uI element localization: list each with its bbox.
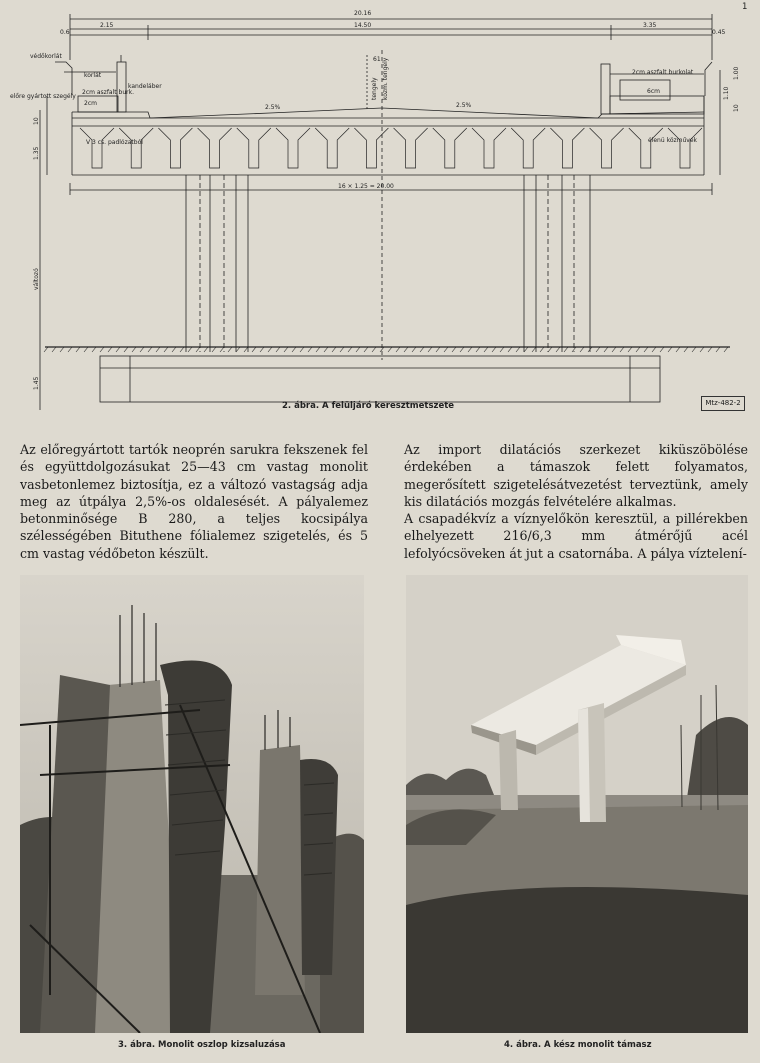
ground-hatch (492, 347, 496, 352)
beam-web (119, 128, 153, 168)
beam-web (237, 128, 271, 168)
label-valtozo: változó (33, 268, 40, 290)
ground-hatch (196, 347, 200, 352)
ground-hatch (548, 347, 552, 352)
ground-hatch (340, 347, 344, 352)
label-v3: V 3 cs. padlózatból (86, 139, 143, 146)
beam-web (354, 128, 388, 168)
ground-hatch (180, 347, 184, 352)
ground-hatch (356, 347, 360, 352)
ground-hatch (412, 347, 416, 352)
beam-web (472, 128, 506, 168)
ground-hatch (188, 347, 192, 352)
ground-hatch (676, 347, 680, 352)
ground-hatch (460, 347, 464, 352)
ground-hatch (308, 347, 312, 352)
dim-h2: 10 (33, 117, 40, 125)
beam-web (550, 128, 584, 168)
ground-hatch (52, 347, 56, 352)
ground-hatch (564, 347, 568, 352)
dim-h5: 1.00 (733, 66, 740, 80)
ground-hatch (636, 347, 640, 352)
dim-center-offset: 61 (373, 56, 381, 63)
label-ktu: 6cm (647, 88, 660, 95)
ground-hatch (156, 347, 160, 352)
ground-hatch (524, 347, 528, 352)
ground-hatch (140, 347, 144, 352)
ground-hatch (436, 347, 440, 352)
figure3-caption: 3. ábra. Monolit oszlop kizsaluzása (118, 1040, 286, 1050)
ground-hatch (660, 347, 664, 352)
ground-hatch (316, 347, 320, 352)
ground-hatch (580, 347, 584, 352)
ground-hatch (420, 347, 424, 352)
dim-span-right: 0.45 (712, 29, 726, 36)
ground-hatch (292, 347, 296, 352)
figure3-photo (20, 575, 364, 1033)
beam-web (629, 128, 663, 168)
ground-hatch (452, 347, 456, 352)
label-vedokorlat: védőkorlát (30, 53, 62, 60)
ground-hatch (60, 347, 64, 352)
beam-web (394, 128, 428, 168)
ground-hatch (44, 347, 48, 352)
ground-hatch (372, 347, 376, 352)
text-right-column: Az import dilatációs szerkezet kiküszöbölése érdekében a támaszok felett folyamatos, megerősített szigetelésátvezetést terveztünk, amely kis dilatációs mozgás felvételére alkalmas. A csapadékvíz a víznyelőkön keresztül, a pillérekben elhelyezett 216/6,3 mm átmérőjű acél lefolyócsöveken át jut a csatornába. A pálya víztelení- (404, 442, 748, 561)
dim-center: 14.50 (354, 22, 372, 29)
ground-hatch (236, 347, 240, 352)
beam-web (158, 128, 192, 168)
ground-hatch (148, 347, 152, 352)
label-slope-left: 2.5% (265, 104, 281, 111)
beam-web (433, 128, 467, 168)
figure4-photo (406, 575, 748, 1033)
figure2-caption: 2. ábra. A felüljáró keresztmetszete (282, 401, 455, 411)
beam-web (276, 128, 310, 168)
ground-hatch (252, 347, 256, 352)
beam-web (590, 128, 624, 168)
ground-hatch (124, 347, 128, 352)
label-aszfalt-burk: 2cm aszfalt burk. (82, 89, 134, 96)
ground-hatch (260, 347, 264, 352)
ground-hatch (212, 347, 216, 352)
ground-hatch (652, 347, 656, 352)
dim-h4: 1.10 (723, 86, 730, 100)
ground-hatch (220, 347, 224, 352)
ground-hatch (172, 347, 176, 352)
ground-hatch (532, 347, 536, 352)
dim-span-left: 0.6 (60, 29, 70, 36)
label-kozm-tengely: közm. tengely (382, 57, 389, 100)
label-korlat: korlát (84, 72, 102, 79)
beam-web (511, 128, 545, 168)
ground-hatch (116, 347, 120, 352)
ground-hatch (84, 347, 88, 352)
ground-hatch (692, 347, 696, 352)
ground-hatch (284, 347, 288, 352)
dim-right-part: 3.35 (643, 22, 657, 29)
ground-hatch (604, 347, 608, 352)
label-aszfalt-right: 2cm aszfalt burkolat (632, 69, 694, 76)
label-2cm: 2cm (84, 100, 97, 107)
ground-hatch (164, 347, 168, 352)
beam-web (668, 128, 702, 168)
beam-web (80, 128, 114, 168)
ground-hatch (500, 347, 504, 352)
ground-hatch (396, 347, 400, 352)
label-kozmuvek: élenü közművek (648, 137, 698, 144)
ground-hatch (332, 347, 336, 352)
ground-hatch (76, 347, 80, 352)
text-left-column: Az előregyártott tartók neoprén sarukra fekszenek fel és együttdolgozásukat 25—43 cm vastag monolit vasbetonlemez biztosítja, ez a változó vastagság adja meg az útpálya 2,5%-os oldalesését. A pályalemez betonminősége B 280, a teljes kocsipálya szélességében Bituthene fólialemez szigetelés, és 5 cm vastag védőbeton készült. (20, 442, 368, 561)
dim-total-width: 20.16 (354, 10, 372, 17)
label-szegely: előre gyártott szegély (10, 93, 76, 100)
ground-hatch (628, 347, 632, 352)
ground-hatch (516, 347, 520, 352)
ground-hatch (444, 347, 448, 352)
ground-hatch (324, 347, 328, 352)
label-tengely: tengely (371, 77, 378, 100)
ground-hatch (364, 347, 368, 352)
dim-left-part: 2.15 (100, 22, 114, 29)
dim-beams: 16 × 1.25 = 20.00 (338, 183, 394, 190)
figure-ref-code: Mtz-482-2 (701, 396, 745, 411)
ground-hatch (268, 347, 272, 352)
ground-hatch (724, 347, 728, 352)
ground-hatch (556, 347, 560, 352)
ground-hatch (540, 347, 544, 352)
page-mark: 1 (742, 2, 748, 12)
ground-hatch (612, 347, 616, 352)
ground-hatch (428, 347, 432, 352)
ground-hatch (596, 347, 600, 352)
dim-h-bottom: 1.45 (33, 376, 40, 390)
ground-hatch (644, 347, 648, 352)
ground-hatch (468, 347, 472, 352)
ground-hatch (716, 347, 720, 352)
ground-hatch (92, 347, 96, 352)
figure4-caption: 4. ábra. A kész monolit támasz (504, 1040, 652, 1050)
label-kandelaber: kandeláber (128, 83, 162, 90)
beam-web (315, 128, 349, 168)
ground-hatch (132, 347, 136, 352)
ground-hatch (684, 347, 688, 352)
ground-hatch (68, 347, 72, 352)
ground-hatch (108, 347, 112, 352)
dim-h1: 1.35 (33, 146, 40, 160)
ground-hatch (204, 347, 208, 352)
beam-web (198, 128, 232, 168)
cross-section-drawing (0, 0, 760, 415)
ground-hatch (668, 347, 672, 352)
dim-h6: 10 (733, 104, 740, 112)
ground-hatch (244, 347, 248, 352)
ground-hatch (100, 347, 104, 352)
ground-hatch (404, 347, 408, 352)
ground-hatch (228, 347, 232, 352)
label-slope-right: 2.5% (456, 102, 472, 109)
ground-hatch (388, 347, 392, 352)
ground-hatch (484, 347, 488, 352)
ground-hatch (508, 347, 512, 352)
ground-hatch (300, 347, 304, 352)
ground-hatch (700, 347, 704, 352)
ground-hatch (276, 347, 280, 352)
ground-hatch (476, 347, 480, 352)
ground-hatch (708, 347, 712, 352)
ground-hatch (348, 347, 352, 352)
ground-hatch (620, 347, 624, 352)
